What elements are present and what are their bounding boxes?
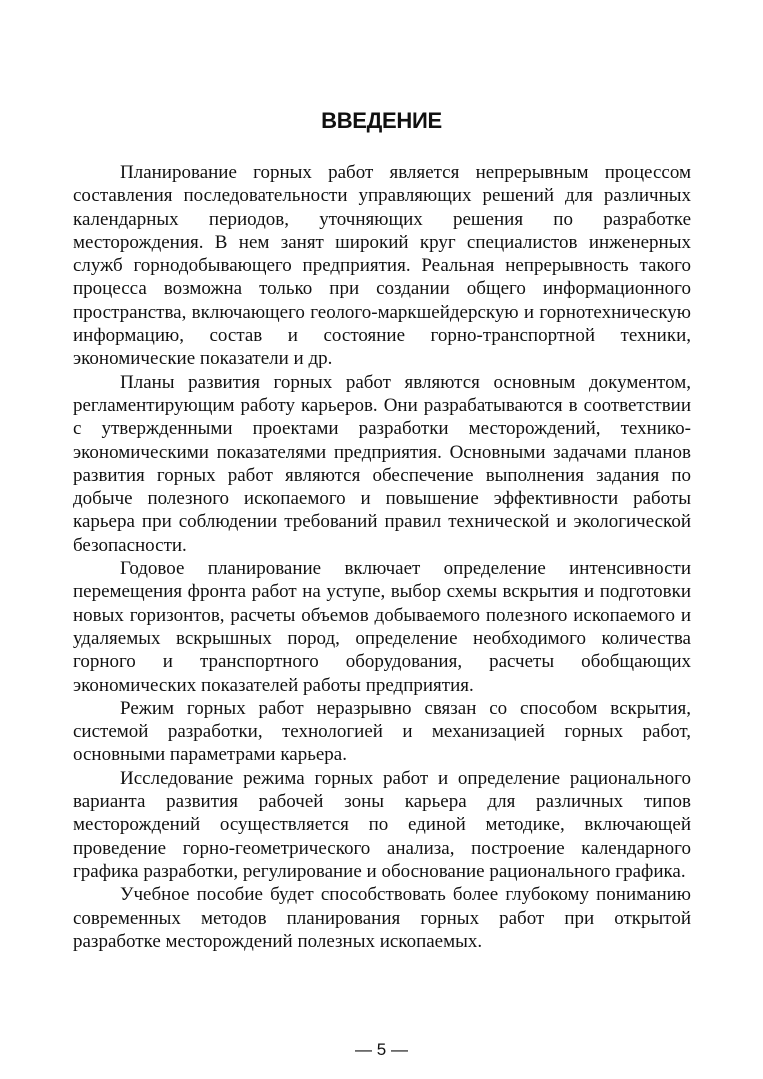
paragraph-1: Планирование горных работ является непрерывным процессом составления последовательности управляющих решений для различных календарных периодов, уточняющих решения по разработке месторождения. В нем занят широкий круг специалистов инженерных служб горнодобывающего предприятия. Реальная непрерывность такого процесса возможна только при создании общего информационного пространства, включающего геолого-маркшейдерскую и горнотехническую информацию, состав и состояние горно-транспортной техники, экономические показатели и др. — [73, 162, 691, 370]
paragraph-5: Исследование режима горных работ и определение рационального варианта развития рабочей зоны карьера для различных типов месторождений осуществляется по единой методике, включающей проведение горно-геометрического анализа, построение календарного графика разработки, регулирование и обоснование рационального графика. — [73, 767, 691, 882]
body-text — [73, 161, 691, 953]
page-title: ВВЕДЕНИЕ — [321, 108, 442, 133]
paragraph-2: Планы развития горных работ являются основным документом, регламентирующим работу карьеров. Они разрабатываются в соответствии с утвержденными проектами разработки месторождений, технико-экономическими показателями предприятия. Основными задачами планов развития горных работ являются обеспечение выполнения задания по добыче полезного ископаемого и повышение эффективности работы карьера при соблюдении требований правил технической и экологической безопасности. — [73, 371, 691, 556]
paragraph-4: Режим горных работ неразрывно связан со способом вскрытия, системой разработки, технологией и механизацией горных работ, основными параметрами карьера. — [73, 697, 691, 766]
page-number: — 5 — — [355, 1040, 408, 1059]
paragraph-6: Учебное пособие будет способствовать более глубокому пониманию современных методов планирования горных работ при открытой разработке месторождений полезных ископаемых. — [73, 884, 691, 952]
paragraph-3: Годовое планирование включает определение интенсивности перемещения фронта работ на уступе, выбор схемы вскрытия и подготовки новых горизонтов, расчеты объемов добываемого полезного ископаемого и удаляемых вскрышных пород, определение необходимого количества горного и транспортного оборудования, расчеты обобщающих экономических показателей работы предприятия. — [73, 558, 691, 696]
